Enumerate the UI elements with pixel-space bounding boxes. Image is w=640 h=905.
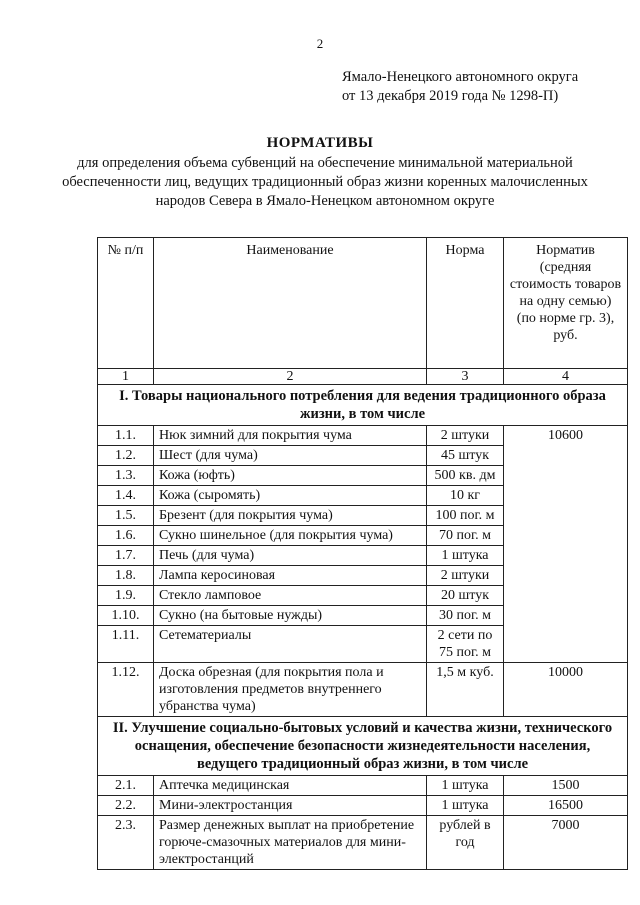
row-num: 1.4. — [98, 486, 154, 506]
table-row — [98, 776, 628, 796]
row-num: 1.3. — [98, 466, 154, 486]
row-norm: 2 штуки — [427, 426, 504, 446]
row-norm: 100 пог. м — [427, 506, 504, 526]
row-num: 1.6. — [98, 526, 154, 546]
document-subtitle: для определения объема субвенций на обеспечение минимальной материальной обеспеченности лиц, ведущих традиционный образ жизни коренных малочисленных народов Севера в Ямало-Ненецком автономном округе — [62, 155, 588, 209]
table-row — [98, 663, 628, 717]
normatives-table — [97, 237, 628, 870]
col-number: 3 — [427, 369, 504, 385]
reference-line-2: от 13 декабря 2019 года № 1298-П) — [342, 88, 559, 104]
row-num: 2.2. — [98, 796, 154, 816]
column-numbers-row — [98, 369, 628, 385]
row-num: 1.11. — [98, 626, 154, 663]
row-norm: 1 штука — [427, 546, 504, 566]
row-name: Кожа (юфть) — [154, 466, 427, 486]
row-normative: 10000 — [504, 663, 628, 717]
section-1-title: I. Товары национального потребления для ведения традиционного образа жизни, в том числе — [98, 385, 628, 426]
row-num: 1.7. — [98, 546, 154, 566]
row-name: Кожа (сыромять) — [154, 486, 427, 506]
table-row — [98, 426, 628, 446]
table-header-row — [98, 238, 628, 369]
page-number: 2 — [316, 36, 324, 51]
header-norm: Норма — [427, 238, 504, 369]
row-name: Печь (для чума) — [154, 546, 427, 566]
section-2-heading-row — [98, 717, 628, 776]
col-number: 2 — [154, 369, 427, 385]
row-num: 1.5. — [98, 506, 154, 526]
row-name: Мини-электростанция — [154, 796, 427, 816]
row-norm: 1 штука — [427, 796, 504, 816]
row-num: 1.12. — [98, 663, 154, 717]
row-num: 2.1. — [98, 776, 154, 796]
row-name: Сукно шинельное (для покрытия чума) — [154, 526, 427, 546]
row-num: 1.9. — [98, 586, 154, 606]
row-normative: 7000 — [504, 816, 628, 870]
row-name: Нюк зимний для покрытия чума — [154, 426, 427, 446]
row-norm: 2 сети по 75 пог. м — [427, 626, 504, 663]
row-normative: 16500 — [504, 796, 628, 816]
table-row — [98, 796, 628, 816]
reference-line-1: Ямало-Ненецкого автономного округа — [342, 69, 579, 85]
row-norm: 500 кв. дм — [427, 466, 504, 486]
row-name: Сукно (на бытовые нужды) — [154, 606, 427, 626]
section-1-normative: 10600 — [504, 426, 628, 663]
row-name: Брезент (для покрытия чума) — [154, 506, 427, 526]
row-norm: 2 штуки — [427, 566, 504, 586]
document-title: НОРМАТИВЫ — [266, 135, 374, 151]
row-norm: 30 пог. м — [427, 606, 504, 626]
row-norm: 20 штук — [427, 586, 504, 606]
section-2-title: II. Улучшение социально-бытовых условий и качества жизни, технического оснащения, обеспечение безопасности жизнедеятельности населения, ведущего традиционный образ жизни, в том числе — [98, 717, 628, 776]
row-norm: 1,5 м куб. — [427, 663, 504, 717]
row-norm: 10 кг — [427, 486, 504, 506]
row-name: Сетематериалы — [154, 626, 427, 663]
row-norm: 45 штук — [427, 446, 504, 466]
row-name: Лампа керосиновая — [154, 566, 427, 586]
section-1-heading-row — [98, 385, 628, 426]
header-name: Наименование — [154, 238, 427, 369]
row-num: 1.8. — [98, 566, 154, 586]
row-num: 1.1. — [98, 426, 154, 446]
row-normative: 1500 — [504, 776, 628, 796]
col-number: 4 — [504, 369, 628, 385]
row-norm: рублей в год — [427, 816, 504, 870]
row-name: Аптечка медицинская — [154, 776, 427, 796]
row-num: 1.2. — [98, 446, 154, 466]
row-num: 2.3. — [98, 816, 154, 870]
reference-block — [342, 68, 578, 106]
row-name: Доска обрезная (для покрытия пола и изготовления предметов внутреннего убранства чума) — [154, 663, 427, 717]
col-number: 1 — [98, 369, 154, 385]
header-num: № п/п — [98, 238, 154, 369]
row-norm: 70 пог. м — [427, 526, 504, 546]
row-norm: 1 штука — [427, 776, 504, 796]
row-name: Стекло ламповое — [154, 586, 427, 606]
row-num: 1.10. — [98, 606, 154, 626]
row-name: Размер денежных выплат на приобретение горюче-смазочных материалов для мини-электростанций — [154, 816, 427, 870]
header-normative: Норматив (средняя стоимость товаров на одну семью) (по норме гр. 3), руб. — [504, 238, 628, 369]
row-name: Шест (для чума) — [154, 446, 427, 466]
table-row — [98, 816, 628, 870]
